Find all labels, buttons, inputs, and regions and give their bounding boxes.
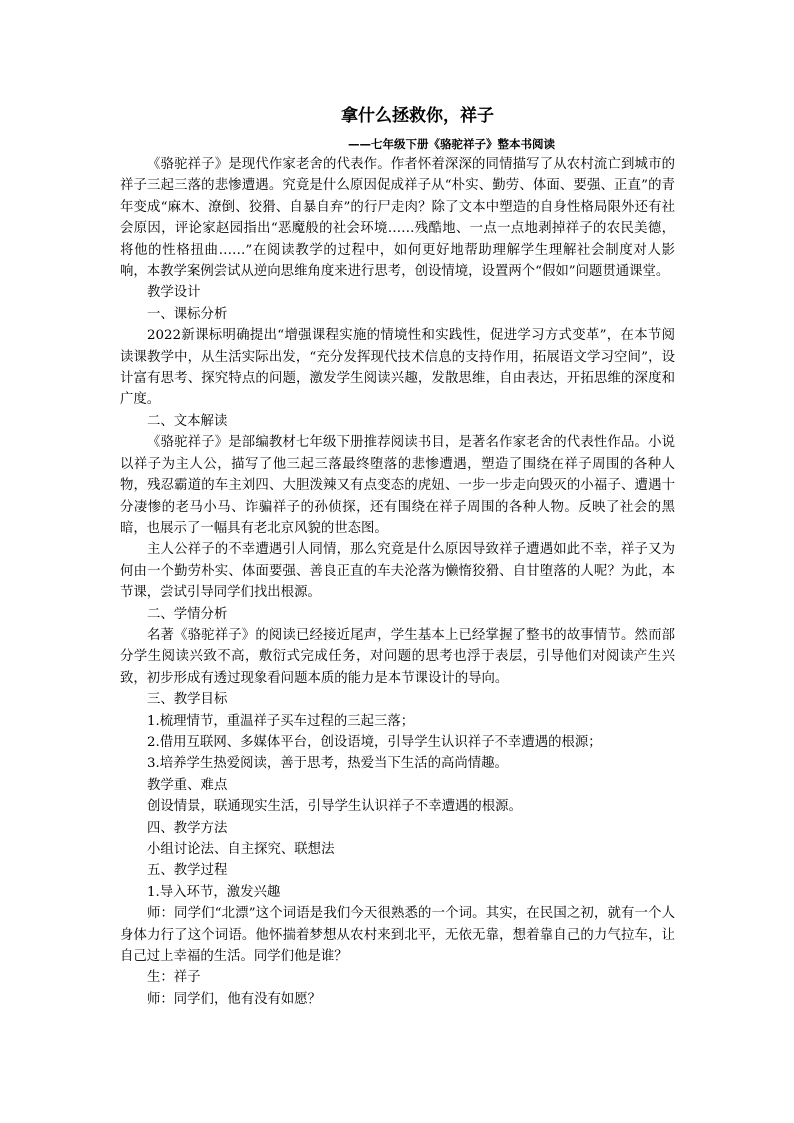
paragraph-intro: 《骆驼祥子》是现代作家老舍的代表作。作者怀着深深的同情描写了从农村流亡到城市的祥子三起三落的悲惨遭遇。究竟是什么原因促成祥子从“朴实、勤劳、体面、要强、正直”的青年变成“麻木、潦倒、狡猾、自暴自弃”的行尸走肉？除了文本中塑造的自身性格局限外还有社会原因，评论家赵园指出“恶魔般的社会环境……残酷地、一点一点地剥掉祥子的农民美德，将他的性格扭曲……”在阅读教学的过程中，如何更好地帮助理解学生理解社会制度对人影响，本教学案例尝试从逆向思维角度来进行思考，创设情境，设置两个“假如”问题贯通课堂。	[120, 157, 675, 280]
paragraph-learner-analysis: 名著《骆驼祥子》的阅读已经接近尾声，学生基本上已经掌握了整书的故事情节。然而部分学生阅读兴致不高，敷衍式完成任务，对问题的思考也浮于表层，引导他们对阅读产生兴致，初步形成有透过现象看问题本质的能力是本节课设计的导向。	[120, 627, 675, 686]
heading-curriculum-analysis: 一、课标分析	[147, 306, 228, 322]
paragraph-teaching-methods: 小组讨论法、自主探究、联想法	[147, 842, 335, 857]
paragraph-curriculum-analysis: 2022新课标明确提出“增强课程实施的情境性和实践性，促进学习方式变革”，在本节阅读课教学中，从生活实际出发，“充分发挥现代技术信息的支持作用，拓展语文学习空间”，设计富有思考、探究特点的问题，激发学生阅读兴趣，发散思维，自由表达，开拓思维的深度和广度。	[120, 328, 675, 408]
document-page	[120, 104, 675, 1010]
heading-text-interpretation: 二、文本解读	[147, 413, 228, 429]
document-title: 拿什么拯救你，祥子	[341, 106, 494, 126]
process-step-1: 1.导入环节，激发兴趣	[147, 884, 281, 900]
dialogue-teacher-2: 师：同学们，他有没有如愿？	[147, 991, 322, 1007]
goal-item-1: 1.梳理情节，重温祥子买车过程的三起三落；	[147, 713, 415, 729]
heading-learner-analysis: 二、学情分析	[147, 606, 228, 622]
document-subtitle: ——七年级下册《骆驼祥子》整本书阅读	[348, 137, 555, 151]
heading-teaching-goals: 三、教学目标	[147, 692, 228, 708]
heading-teaching-methods: 四、教学方法	[147, 820, 228, 836]
goal-item-3: 3.培养学生热爱阅读，善于思考，热爱当下生活的高尚情趣。	[147, 756, 508, 772]
heading-teaching-process: 五、教学过程	[147, 863, 228, 879]
heading-key-points: 教学重、难点	[147, 777, 228, 793]
paragraph-key-points: 创设情景，联通现实生活，引导学生认识祥子不幸遭遇的根源。	[147, 799, 522, 815]
paragraph-text-interpretation-2: 主人公祥子的不幸遭遇引人同情，那么究竟是什么原因导致祥子遭遇如此不幸，祥子又为何由一个勤劳朴实、体面要强、善良正直的车夫沦落为懒惰狡猾、自甘堕落的人呢？为此，本节课，尝试引导同学们找出根源。	[120, 542, 675, 601]
dialogue-student-1: 生：祥子	[147, 970, 201, 986]
heading-teaching-design: 教学设计	[147, 285, 201, 301]
goal-item-2: 2.借用互联网、多媒体平台，创设语境，引导学生认识祥子不幸遭遇的根源；	[147, 734, 602, 750]
paragraph-text-interpretation: 《骆驼祥子》是部编教材七年级下册推荐阅读书目，是著名作家老舍的代表性作品。小说以祥子为主人公，描写了他三起三落最终堕落的悲惨遭遇，塑造了围绕在祥子周围的各种人物，残忍霸道的车主刘四、大胆泼辣又有点变态的虎妞、一步一步走向毁灭的小福子、遭遇十分凄惨的老马小马、诈骗祥子的孙侦探，还有围绕在祥子周围的各种人物。反映了社会的黑暗，也展示了一幅具有老北京风貌的世态图。	[120, 435, 675, 536]
dialogue-teacher-1: 师：同学们“北漂”这个词语是我们今天很熟悉的一个词。其实，在民国之初，就有一个人身体力行了这个词语。他怀揣着梦想从农村来到北平，无依无靠，想着靠自己的力气拉车，让自己过上幸福的生活。同学们他是谁？	[120, 906, 675, 965]
